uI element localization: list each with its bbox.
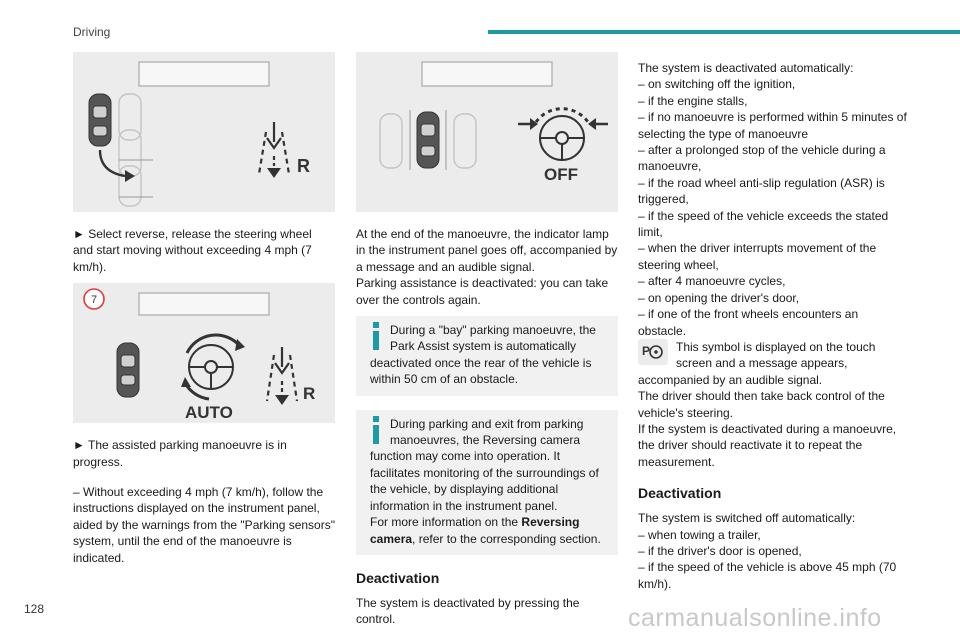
reversing-camera-reference: Reversing camera [370, 515, 580, 546]
auto-deactivation-intro: The system is deactivated automatically: [638, 61, 854, 75]
park-assist-icon [267, 347, 297, 401]
paragraph-deactivate-control: The system is deactivated by pressing the control. [356, 595, 580, 627]
list-item: – if the road wheel anti-slip regulation (ASR) is triggered, [638, 175, 885, 207]
car-icon [417, 112, 439, 168]
list-item: – if no manoeuvre is performed within 5 minutes of selecting the type of manoeuvre [638, 110, 907, 141]
car-icon [117, 343, 139, 397]
symbol-note: P This symbol is displayed on the touch screen and a message appears, [638, 339, 908, 372]
heading-deactivation: Deactivation [356, 569, 440, 586]
list-item: – on opening the driver's door, [638, 290, 800, 305]
parking-reverse-illustration [73, 52, 335, 212]
info-box-reversing-camera: During parking and exit from parking manoeuvres, the Reversing camera function may come into operation. It facilitates monitoring of the surroundings of the vehicle, by displaying additional information in the instrument panel. For more information on the Reversing camera, refer to the corresponding section. [356, 410, 618, 555]
figure-assisted-parking [73, 283, 335, 423]
svg-text:AUTO: AUTO [185, 403, 233, 423]
info-icon [370, 416, 382, 444]
paragraph-take-over: Parking assistance is deactivated: you can take over the controls again. [356, 276, 609, 307]
list-item: – if one of the front wheels encounters an obstacle. [638, 307, 859, 338]
heading-deactivation: Deactivation [638, 485, 722, 502]
instruction-in-progress: ► The assisted parking manoeuvre is in progress. [73, 438, 287, 469]
svg-text:R: R [297, 156, 310, 176]
manoeuvre-off-illustration [356, 52, 618, 212]
column-right: The system is deactivated automatically: – on switching off the ignition, – if the engine stalls, – if no manoeuvre is performed within 5 minutes of selecting the type of manoeuvre – after a prolonged stop of the vehicle during a manoeuvre, – if the road wheel anti-slip regulation (ASR) is triggered, – if the speed of the vehicle exceeds the stated limit, – when the driver interrupts movement of the steering wheel, – after 4 manoeuvre cycles, – on opening the driver's door, – if one of the front wheels encounters an obstacle. P This symbol is displayed on the touch screen and a message appears, accompanied by an audible signal. The driver should then take back control of the vehicle's steering. If the system is deactivated during a manoeuvre, the driver should reactivate it to repeat the measurement. Deactivation The system is switched off automatically: – when towing a trailer, – if the driver's door is opened, – if the speed of the vehicle is above 45 mph (70 km/h). [638, 61, 907, 591]
list-item: – if the driver's door is opened, [638, 543, 802, 558]
list-item: – after a prolonged stop of the vehicle during a manoeuvre, [638, 143, 886, 174]
steering-wheel-icon [185, 335, 239, 399]
list-item: – if the speed of the vehicle is above 45 mph (70 km/h). [638, 560, 897, 591]
list-item: – when the driver interrupts movement of the steering wheel, [638, 241, 877, 272]
steering-wheel-icon [536, 109, 588, 160]
running-header: Driving [73, 25, 111, 39]
column-left [73, 52, 335, 566]
info-icon [370, 322, 382, 350]
list-item: – if the speed of the vehicle exceeds the stated limit, [638, 208, 889, 240]
svg-text:P: P [642, 343, 651, 358]
car-icon [89, 94, 111, 146]
figure-select-reverse [73, 52, 335, 212]
figure-end-manoeuvre [356, 52, 618, 212]
list-item: – on switching off the ignition, [638, 77, 796, 92]
list-item: – if the engine stalls, [638, 93, 748, 108]
paragraph-reactivate: If the system is deactivated during a manoeuvre, the driver should reactivate it to repeat the measurement. [638, 421, 897, 469]
auto-steering-illustration [73, 283, 335, 423]
park-assist-icon [259, 122, 289, 174]
instruction-follow: – Without exceeding 4 mph (7 km/h), follow the instructions displayed on the instrument panel, aided by the warnings from the "Parking sensors" system, until the end of the manoeuvre is indicated. [73, 485, 335, 565]
list-item: – when towing a trailer, [638, 527, 761, 542]
info-box-bay-parking: During a "bay" parking manoeuvre, the Park Assist system is automatically deactivated once the rear of the vehicle is within 50 cm of an obstacle. [356, 316, 618, 396]
header-accent-bar [488, 30, 960, 34]
paragraph-end-manoeuvre: At the end of the manoeuvre, the indicator lamp in the instrument panel goes off, accompanied by a message and an audible signal. [356, 227, 618, 274]
park-assist-symbol-icon [638, 339, 668, 365]
auto-switchoff-intro: The system is switched off automatically: [638, 511, 856, 526]
instruction-select-reverse: ► Select reverse, release the steering wheel and start moving without exceeding 4 mph (7 km/h). [73, 227, 312, 274]
svg-text:R: R [303, 384, 316, 404]
column-middle [356, 52, 618, 628]
watermark: carmanualsonline.info [628, 604, 882, 632]
svg-text:OFF: OFF [544, 165, 578, 184]
svg-text:7: 7 [90, 294, 98, 307]
paragraph-driver-control: The driver should then take back control of the vehicle's steering. [638, 389, 885, 420]
page-number: 128 [24, 602, 45, 616]
list-item: – after 4 manoeuvre cycles, [638, 274, 786, 289]
